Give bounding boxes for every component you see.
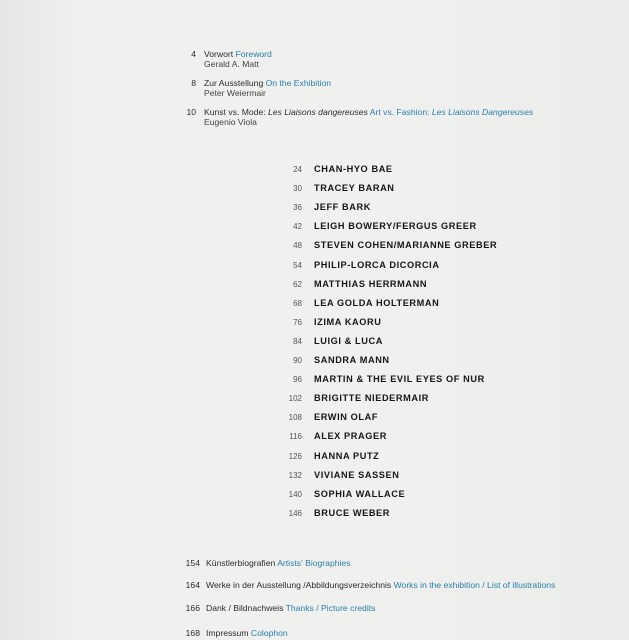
page-number: 54 <box>293 260 302 270</box>
entry-title <box>204 78 331 88</box>
author: Eugenio Viola <box>204 117 257 127</box>
page-number: 168 <box>185 628 200 638</box>
page-number: 30 <box>293 184 302 194</box>
german-title: Werke in der Ausstellung /Abbildungsverzeichnis <box>206 580 392 590</box>
entry-title <box>204 49 272 59</box>
german-title: Impressum <box>206 628 249 638</box>
page-number: 166 <box>185 603 200 613</box>
page-number: 36 <box>293 203 302 213</box>
artist-name: SOPHIA WALLACE <box>314 488 406 499</box>
page-number: 84 <box>293 336 302 346</box>
artist-name: LUIGI & LUCA <box>314 335 383 346</box>
page-number: 90 <box>293 356 302 365</box>
entry-title <box>206 558 351 568</box>
artist-name: LEA GOLDA HOLTERMAN <box>314 297 440 308</box>
artist-name: MATTHIAS HERRMANN <box>314 278 428 289</box>
english-title: Works in the exhibition / List of illustrations <box>393 580 556 590</box>
artist-name: IZIMA KAORU <box>314 316 382 327</box>
page-number: 164 <box>185 580 200 590</box>
entry-title <box>206 580 555 590</box>
artist-name: HANNA PUTZ <box>314 450 380 461</box>
page-number: 48 <box>293 241 302 251</box>
english-title-italic: Les Liaisons Dangereuses <box>431 107 534 117</box>
artist-name: SANDRA MANN <box>314 355 390 365</box>
page-number: 8 <box>191 78 196 88</box>
page-number: 96 <box>293 375 302 385</box>
page-number: 42 <box>293 222 302 232</box>
artist-name: JEFF BARK <box>314 202 371 213</box>
entry-title <box>206 603 375 613</box>
page-number: 132 <box>288 470 302 480</box>
english-title: Foreword <box>235 49 272 59</box>
artist-name: BRIGITTE NIEDERMAIR <box>314 393 430 404</box>
page-number: 10 <box>186 107 196 117</box>
artist-name: MARTIN & THE EVIL EYES OF NUR <box>314 374 485 385</box>
page-number: 76 <box>293 317 302 327</box>
page-number: 154 <box>185 558 200 568</box>
entry-title <box>206 628 288 638</box>
author: Gerald A. Matt <box>204 59 259 69</box>
german-title: Vorwort <box>204 49 234 59</box>
artist-name: LEIGH BOWERY/FERGUS GREER <box>314 221 477 232</box>
german-title: Zur Ausstellung <box>204 78 264 88</box>
page-number: 108 <box>288 413 302 423</box>
artist-name: ERWIN OLAF <box>314 412 379 423</box>
english-title: Artists' Biographies <box>277 558 351 568</box>
artist-name: STEVEN COHEN/MARIANNE GREBER <box>314 240 498 251</box>
page-number: 126 <box>288 451 302 461</box>
page-number: 140 <box>288 489 302 499</box>
page-number: 4 <box>191 49 196 59</box>
english-title: On the Exhibition <box>265 78 332 88</box>
entry-title <box>204 107 533 117</box>
english-title: Art vs. Fashion: <box>369 107 432 117</box>
page-number: 24 <box>293 165 302 174</box>
german-title: Künstlerbiografien <box>206 558 276 568</box>
english-title: Colophon <box>250 628 288 638</box>
page-number: 62 <box>293 279 302 289</box>
german-title: Dank / Bildnachweis <box>206 603 284 613</box>
english-title: Thanks / Picture credits <box>285 603 376 613</box>
page-number: 116 <box>289 432 302 442</box>
page-number: 146 <box>288 508 302 518</box>
artist-name: BRUCE WEBER <box>314 507 391 518</box>
artist-name: VIVIANE SASSEN <box>314 469 400 480</box>
artist-name: ALEX PRAGER <box>314 431 387 442</box>
page-number: 102 <box>288 394 302 404</box>
artist-name: PHILIP-LORCA DICORCIA <box>314 259 440 270</box>
artist-name: TRACEY BARAN <box>314 183 395 194</box>
german-title: Kunst vs. Mode: <box>204 107 269 117</box>
author: Peter Weiermair <box>204 88 266 98</box>
artist-name: CHAN-HYO BAE <box>314 164 393 174</box>
german-title-italic: Les Liaisons dangereuses <box>268 107 368 117</box>
page-number: 68 <box>293 298 302 308</box>
